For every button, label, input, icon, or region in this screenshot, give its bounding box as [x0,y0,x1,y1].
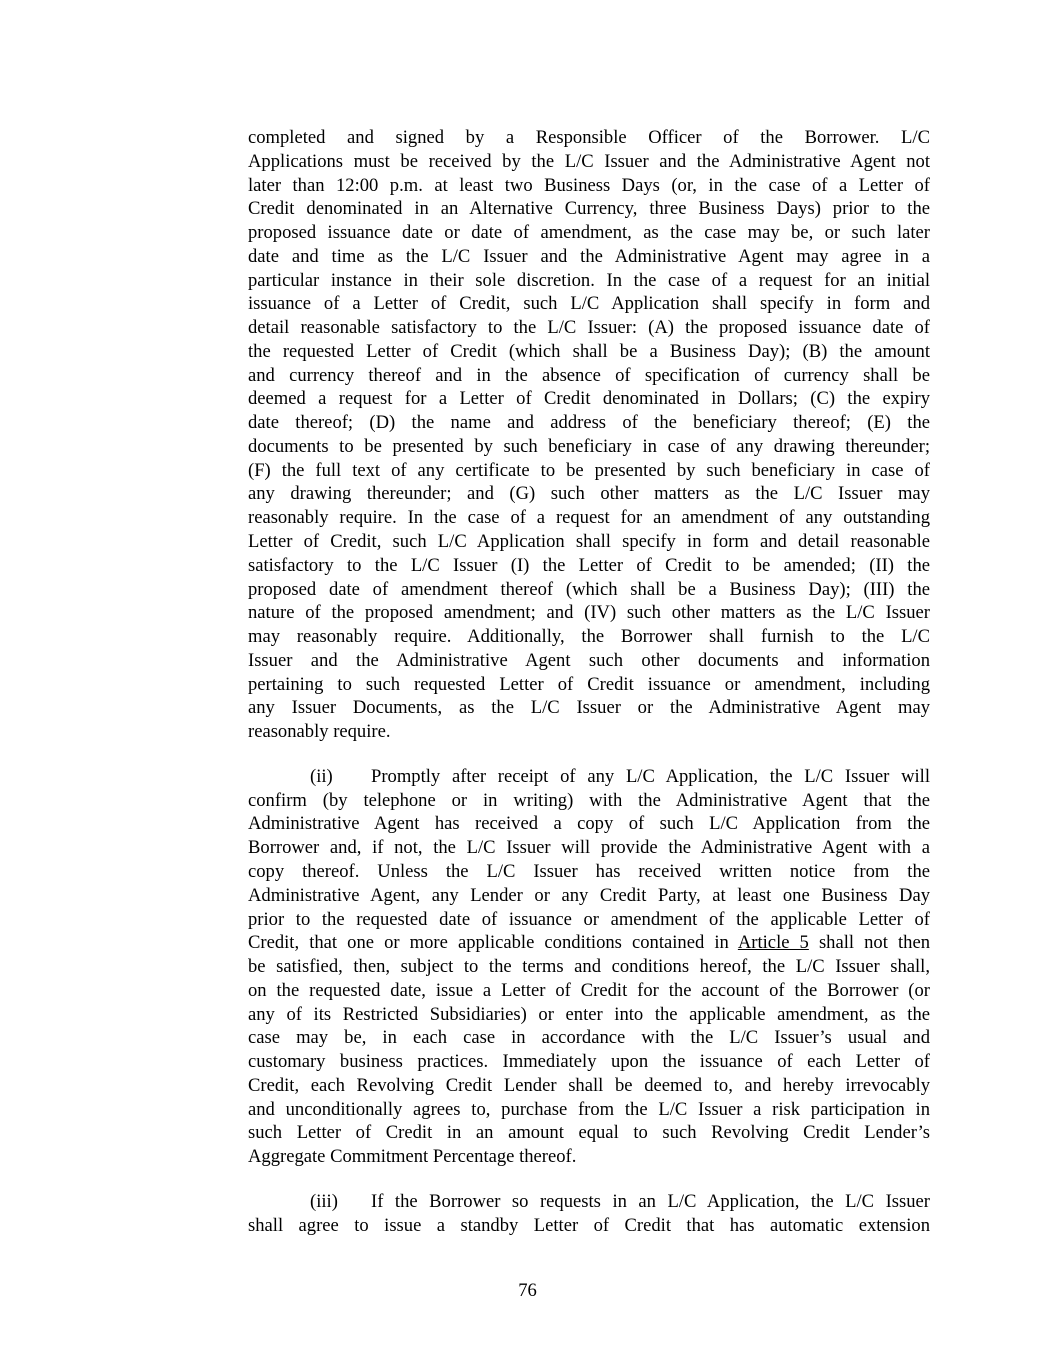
text-line: reasonably require. In the case of a request for an amendment of any outstanding [248,507,930,529]
text-line: Letter of Credit, such L/C Application shall specify in form and detail reasonable [248,531,930,553]
text-segment: shall not then [808,932,930,954]
clause-number: (ii) [310,765,333,787]
text-line: date thereof; (D) the name and address of the beneficiary thereof; (E) the [248,412,930,434]
text-line: and currency thereof and in the absence of specification of currency shall be [248,364,930,386]
text-line: Credit, each Revolving Credit Lender shall be deemed to, and hereby irrevocably [248,1074,930,1096]
text-line: nature of the proposed amendment; and (IV) such other matters as the L/C Issuer [248,602,930,624]
text-line: the requested Letter of Credit (which shall be a Business Day); (B) the amount [248,340,930,362]
text-line: be satisfied, then, subject to the terms and conditions hereof, the L/C Issuer shall, [248,956,930,978]
text-line: date and time as the L/C Issuer and the Administrative Agent may agree in a [248,245,930,267]
text-line: Aggregate Commitment Percentage thereof. [248,1146,577,1168]
document-body [248,126,930,1258]
paragraph [248,126,930,744]
text-line: any Issuer Documents, as the L/C Issuer or the Administrative Agent may [248,697,930,719]
text-line: and unconditionally agrees to, purchase from the L/C Issuer a risk participation in [248,1098,930,1120]
text-line: on the requested date, issue a Letter of Credit for the account of the Borrower (or [248,979,930,1001]
text-line: case may be, in each case in accordance with the L/C Issuer’s usual and [248,1027,930,1049]
paragraph [248,1190,930,1238]
text-line: Administrative Agent, any Lender or any Credit Party, at least one Business Day [248,884,930,906]
text-line: particular instance in their sole discretion. In the case of a request for an initial [248,269,930,291]
text-line: confirm (by telephone or in writing) with the Administrative Agent that the [248,789,930,811]
text-line: shall agree to issue a standby Letter of Credit that has automatic extension [248,1214,930,1236]
text-line: proposed date of amendment thereof (which shall be a Business Day); (III) the [248,578,930,600]
clause-number: (iii) [310,1190,338,1212]
text-line: reasonably require. [248,721,391,743]
text-line: detail reasonable satisfactory to the L/C Issuer: (A) the proposed issuance date of [248,317,930,339]
text-line: any drawing thereunder; and (G) such other matters as the L/C Issuer may [248,483,930,505]
text-line: proposed issuance date or date of amendment, as the case may be, or such later [248,222,930,244]
text-line: Borrower and, if not, the L/C Issuer will provide the Administrative Agent with a [248,837,930,859]
text-line: any of its Restricted Subsidiaries) or enter into the applicable amendment, as the [248,1003,930,1025]
article-reference-link[interactable]: Article 5 [737,932,809,954]
text-line [248,765,930,789]
text-line: customary business practices. Immediately upon the issuance of each Letter of [248,1051,930,1073]
text-line: may reasonably require. Additionally, the Borrower shall furnish to the L/C [248,626,930,648]
text-line: Applications must be received by the L/C Issuer and the Administrative Agent not [248,150,930,172]
text-line [248,931,930,955]
text-line: deemed a request for a Letter of Credit denominated in Dollars; (C) the expiry [248,388,930,410]
text-line: Credit denominated in an Alternative Currency, three Business Days) prior to the [248,198,930,220]
text-line: documents to be presented by such beneficiary in case of any drawing thereunder; [248,435,930,457]
text-line: prior to the requested date of issuance or amendment of the applicable Letter of [248,908,930,930]
text-line: satisfactory to the L/C Issuer (I) the Letter of Credit to be amended; (II) the [248,554,930,576]
text-line: copy thereof. Unless the L/C Issuer has received written notice from the [248,860,930,882]
text-line: later than 12:00 p.m. at least two Business Days (or, in the case of a Letter of [248,174,930,196]
text-line: pertaining to such requested Letter of Credit issuance or amendment, including [248,673,930,695]
text-line-content: Promptly after receipt of any L/C Application, the L/C Issuer will [371,765,930,787]
text-line: completed and signed by a Responsible Officer of the Borrower. L/C [248,127,930,148]
text-line: Issuer and the Administrative Agent such other documents and information [248,649,930,671]
text-line-content: If the Borrower so requests in an L/C Application, the L/C Issuer [371,1190,930,1212]
text-line: issuance of a Letter of Credit, such L/C Application shall specify in form and [248,293,930,315]
text-segment: Credit, that one or more applicable conditions contained in [248,932,738,954]
text-line: such Letter of Credit in an amount equal to such Revolving Credit Lender’s [248,1122,930,1144]
paragraph [248,765,930,1169]
page-number: 76 [518,1280,537,1301]
text-line [248,1190,930,1214]
text-line: Administrative Agent has received a copy of such L/C Application from the [248,813,930,835]
text-line: (F) the full text of any certificate to be presented by such beneficiary in case of [248,459,930,481]
